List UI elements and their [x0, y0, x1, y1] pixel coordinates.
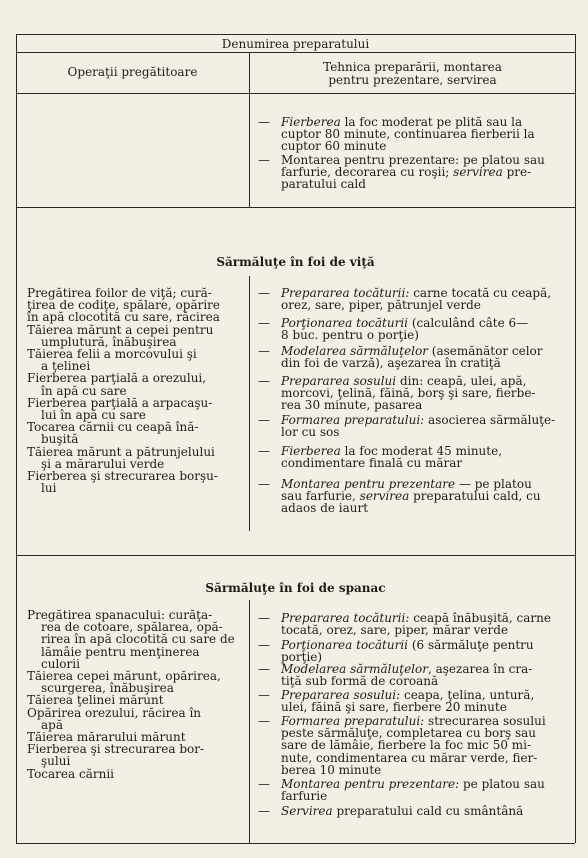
- left-line: Tocarea cărnii cu ceapă înă-: [27, 420, 199, 435]
- header-title: Denumirea preparatului: [221, 37, 370, 51]
- s3-item-1: Prepararea tocăturii: ceapă înăbuşită, carne tocată, orez, sare, piper, mărar verde: [281, 611, 551, 638]
- section3-title: Sărmăluţe în foi de spanac: [205, 581, 386, 595]
- left-line: lămâie pentru menţinerea: [41, 644, 200, 659]
- left-line: Tăierea mărunt a cepei pentru: [27, 322, 214, 337]
- left-line: Tăierea mărarului mărunt: [27, 730, 186, 745]
- header-col-right-line1: Tehnica preparării, montarea: [323, 60, 502, 74]
- left-line: Tăierea felii a morcovului şi: [27, 347, 197, 362]
- s2-item-6: Fierberea la foc moderat 45 minute, condimentare finală cu mărar: [281, 444, 503, 471]
- dash-icon: —: [258, 777, 270, 791]
- item-rest: la foc moderat pe plită sau la: [340, 115, 523, 129]
- left-line: a ţelinei: [41, 359, 91, 374]
- item-line: condimentare finală cu mărar: [281, 456, 463, 471]
- left-line: Tăierea cepei mărunt, opărirea,: [27, 669, 221, 684]
- item-line: 8 buc. pentru o porţie): [281, 328, 419, 343]
- header-bottom-border: [16, 93, 575, 94]
- table-right-border: [575, 34, 576, 843]
- item-line: lor cu sos: [281, 425, 340, 440]
- left-line: Tăierea ţelinei mărunt: [27, 693, 164, 708]
- left-line: în apă cu sare: [41, 383, 127, 398]
- left-line: scurgerea, înăbuşirea: [41, 681, 174, 696]
- dash-icon: —: [258, 444, 270, 458]
- left-line: lui în apă cu sare: [41, 408, 146, 423]
- item-line: rea 30 minute, pasarea: [281, 398, 423, 413]
- dash-icon: —: [258, 413, 270, 427]
- section3-left: [27, 609, 235, 780]
- item-line: tocată, orez, sare, piper, mărar verde: [281, 623, 509, 638]
- item-line: din foi de varză), aşezarea în cratiţă: [281, 356, 501, 371]
- left-line: ţirea de codiţe, spălare, opărire: [27, 298, 221, 313]
- s3-item-5: Formarea preparatului: strecurarea sosului peste sărmăluţe, completarea cu borş sau sare de lămâie, fierbere la foc mic 50 mi- nute, condimentarea cu mărar verde, fier- berea 10 minute: [281, 714, 546, 777]
- left-line: culorii: [41, 656, 80, 671]
- left-line: rirea în apă clocotită cu sare de: [41, 632, 235, 647]
- left-line: în apă clocotită cu sare, răcirea: [27, 310, 220, 325]
- block1-bottom-border: [16, 207, 575, 208]
- dash-icon: —: [258, 286, 270, 300]
- dash-icon: —: [258, 688, 270, 702]
- dash-icon: —: [258, 611, 270, 625]
- item-line: nute, condimentarea cu mărar verde, fier-: [281, 750, 538, 765]
- s2-item-4: Prepararea sosului din: ceapă, ulei, apă, morcovi, ţelină, făină, borş şi sare, fierbe- rea 30 minute, pasarea: [281, 374, 536, 413]
- left-line: şului: [41, 754, 71, 769]
- header-col-right-line2: pentru prezentare, servirea: [328, 73, 497, 87]
- left-line: şi a mărarului verde: [41, 456, 165, 471]
- item-line: orez, sare, piper, pătrunjel verde: [281, 298, 481, 313]
- s3-item-3: Modelarea sărmăluţelor, aşezarea în cra- tiţă sub formă de coroană: [281, 662, 533, 689]
- dash-icon: —: [258, 316, 270, 330]
- column-divider-section3: [249, 600, 250, 843]
- block1-item-1: [281, 116, 535, 153]
- s2-item-1: Prepararea tocăturii: carne tocată cu ceapă, orez, sare, piper, pătrunjel verde: [281, 286, 552, 313]
- section2-title: Sărmăluţe în foi de viţă: [216, 255, 375, 269]
- left-line: Pregătirea foilor de viţă; cură-: [27, 286, 212, 300]
- dash-icon: —: [258, 714, 270, 728]
- table-bottom-border: [16, 843, 575, 844]
- left-line: Tăierea mărunt a pătrunjelului: [27, 444, 215, 459]
- left-line: Fierberea parţială a arpacaşu-: [27, 395, 213, 410]
- s3-item-2: Porţionarea tocăturii (6 sărmăluţe pentru porţie): [281, 638, 534, 665]
- left-line: Fierberea parţială a orezului,: [27, 371, 207, 386]
- item-line: paratului cald: [281, 177, 366, 192]
- item-line: ulei, făină şi sare, fierbere 20 minute: [281, 700, 507, 715]
- header-col-left: Operaţii pregătitoare: [67, 65, 198, 79]
- item-line: tiţă sub formă de coroană: [281, 674, 439, 689]
- dash-icon: —: [258, 374, 270, 388]
- dash-icon: —: [258, 477, 270, 491]
- dash-icon: —: [258, 344, 270, 358]
- header-divider: [16, 52, 575, 53]
- dash-icon: —: [258, 115, 270, 129]
- item-line: sare de lămâie, fierbere la foc mic 50 mi-: [281, 738, 532, 753]
- left-line: Pregătirea spanacului: curăţa-: [27, 608, 213, 622]
- table-left-border: [16, 34, 17, 843]
- left-line: umplutură, înăbuşirea: [41, 334, 177, 349]
- left-line: Opărirea orezului, răcirea în: [27, 705, 202, 720]
- s2-item-2: Porţionarea tocăturii (calculând câte 6— 8 buc. pentru o porţie): [281, 316, 529, 343]
- s2-item-7: Montarea pentru prezentare — pe platou sau farfurie, servirea preparatului cald, cu adaos de iaurt: [281, 477, 541, 516]
- dash-icon: —: [258, 804, 270, 818]
- dash-icon: —: [258, 153, 270, 167]
- dash-icon: —: [258, 638, 270, 652]
- column-divider-section2: [249, 276, 250, 531]
- item-line: adaos de iaurt: [281, 501, 369, 516]
- item-line: porţie): [281, 650, 323, 665]
- s3-item-6: Montarea pentru prezentare: pe platou sau farfurie: [281, 777, 545, 804]
- section2-left: [27, 287, 220, 494]
- left-line: rea de cotoare, spălarea, opă-: [41, 620, 223, 635]
- section2-bottom-border: [16, 555, 575, 556]
- left-line: apă: [41, 717, 63, 732]
- s2-item-3: Modelarea sărmăluţelor (asemănător celor din foi de varză), aşezarea în cratiţă: [281, 344, 543, 371]
- table-top-border: [16, 34, 575, 35]
- left-line: Fierberea şi strecurarea bor-: [27, 742, 205, 757]
- item-line: farfurie: [281, 789, 328, 804]
- item-key: Fierberea: [281, 115, 341, 129]
- item-line: cuptor 80 minute, continuarea fierberii la: [281, 127, 535, 142]
- left-line: Tocarea cărnii: [27, 766, 114, 781]
- item-line: cuptor 60 minute: [281, 139, 387, 154]
- item-line: peste sărmăluţe, completarea cu borş sau: [281, 726, 537, 741]
- item-line: morcovi, ţelină, făină, borş şi sare, fierbe-: [281, 386, 536, 401]
- dash-icon: —: [258, 662, 270, 676]
- left-line: lui: [41, 481, 57, 496]
- s2-item-5: Formarea preparatului: asocierea sărmăluţe- lor cu sos: [281, 413, 556, 440]
- left-line: Fierberea şi strecurarea borşu-: [27, 469, 218, 484]
- block1-item-2: Montarea pentru prezentare: pe platou sau farfurie, decorarea cu roşii; servirea pre- paratului cald: [281, 153, 545, 192]
- left-line: buşită: [41, 432, 79, 447]
- item-line: berea 10 minute: [281, 762, 382, 777]
- s3-item-4: Prepararea sosului: ceapa, ţelina, untură, ulei, făină şi sare, fierbere 20 minute: [281, 688, 535, 715]
- s3-item-7: Servirea preparatului cald cu smântână: [281, 804, 524, 818]
